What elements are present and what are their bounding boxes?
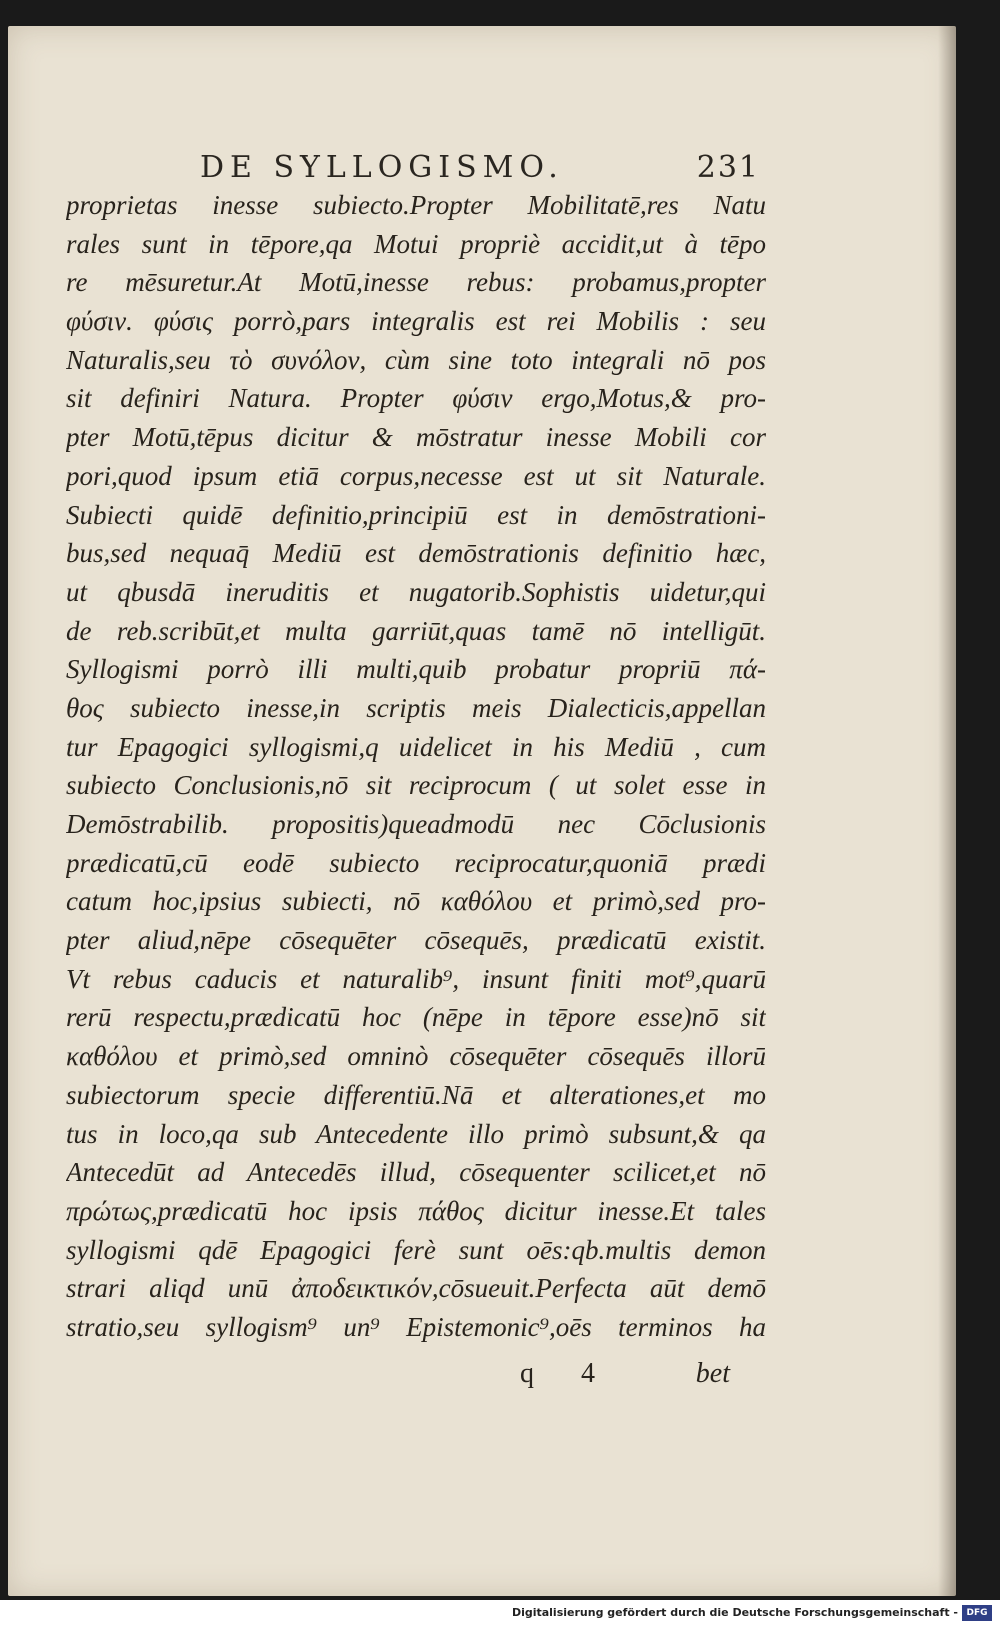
text-line: pter Motū,tēpus dicitur & mōstratur inesse Mobili cor <box>66 422 766 453</box>
text-line: strari aliqd unū ἀποδεικτικόν,cōsueuit.Perfecta aūt demō <box>66 1273 766 1304</box>
dfg-logo-icon: DFG <box>962 1605 992 1621</box>
text-line: prædicatū,cū eodē subiecto reciprocatur,quoniā prædi <box>66 847 766 878</box>
text-line: Vt rebus caducis et naturalib⁹, insunt finiti mot⁹,quarū <box>66 963 766 994</box>
text-line: Antecedūt ad Antecedēs illud, cōsequenter scilicet,et nō <box>66 1157 766 1188</box>
body-text <box>66 186 766 1347</box>
credit-bar <box>0 1600 1000 1628</box>
text-line: θος subiecto inesse,in scriptis meis Dialecticis,appellan <box>66 692 766 723</box>
text-line: tus in loco,qa sub Antecedente illo primò subsunt,& qa <box>66 1118 766 1149</box>
text-line: Demōstrabilib. propositis)queadmodū nec Cōclusionis <box>66 809 766 839</box>
text-line: stratio,seu syllogism⁹ un⁹ Epistemonic⁹,oēs terminos ha <box>66 1311 766 1342</box>
text-line: subiecto Conclusionis,nō sit reciprocum ( ut solet esse in <box>66 770 766 801</box>
text-line: re mēsuretur.At Motū,inesse rebus: probamus,propter <box>66 267 766 298</box>
page-number: 231 <box>696 150 760 185</box>
text-line: proprietas inesse subiecto.Propter Mobilitatē,res Natu <box>66 190 766 220</box>
text-line: καθόλου et primò,sed omninò cōsequēter cōsequēs illorū <box>66 1041 766 1072</box>
page-gutter-shadow <box>938 26 956 1596</box>
text-line: sit definiri Natura. Propter φύσιν ergo,Motus,& pro- <box>66 383 766 414</box>
text-line: rerū respectu,prædicatū hoc (nēpe in tēpore esse)nō sit <box>66 1002 766 1033</box>
text-line: subiectorum specie differentiū.Nā et alterationes,et mo <box>66 1079 766 1110</box>
text-line: tur Epagogici syllogismi,q uidelicet in his Mediū , cum <box>66 731 766 762</box>
text-line: pter aliud,nēpe cōsequēter cōsequēs, prædicatū existit. <box>66 925 766 956</box>
page-footer <box>100 1358 770 1398</box>
text-line: ut qbusdā ineruditis et nugatorib.Sophistis uidetur,qui <box>66 576 766 607</box>
catchword: bet <box>695 1358 730 1389</box>
signature-mark: q 4 <box>520 1358 615 1389</box>
text-line: pori,quod ipsum etiā corpus,necesse est ut sit Naturale. <box>66 460 766 491</box>
text-line: φύσιν. φύσις porrò,pars integralis est rei Mobilis : seu <box>66 306 766 337</box>
text-line: rales sunt in tēpore,qa Motui propriè accidit,ut à tēpo <box>66 228 766 259</box>
text-line: πρώτως,prædicatū hoc ipsis πάθος dicitur inesse.Et tales <box>66 1195 766 1226</box>
text-line: de reb.scribūt,et multa garriūt,quas tamē nō intelligūt. <box>66 615 766 646</box>
text-line: Naturalis,seu τὸ συνόλον, cùm sine toto integrali nō pos <box>66 344 766 375</box>
running-title: DE SYLLOGISMO. <box>200 150 564 185</box>
text-line: Syllogismi porrò illi multi,quib probatur propriū πά- <box>66 654 766 685</box>
funding-credit: Digitalisierung gefördert durch die Deutsche Forschungsgemeinschaft - <box>511 1606 958 1619</box>
text-line: Subiecti quidē definitio,principiū est in demōstrationi- <box>66 499 766 530</box>
text-line: syllogismi qdē Epagogici ferè sunt oēs:qb.multis demon <box>66 1234 766 1265</box>
text-line: bus,sed nequaq̄ Mediū est demōstrationis definitio hæc, <box>66 538 766 569</box>
text-line: catum hoc,ipsius subiecti, nō καθόλου et primò,sed pro- <box>66 886 766 917</box>
